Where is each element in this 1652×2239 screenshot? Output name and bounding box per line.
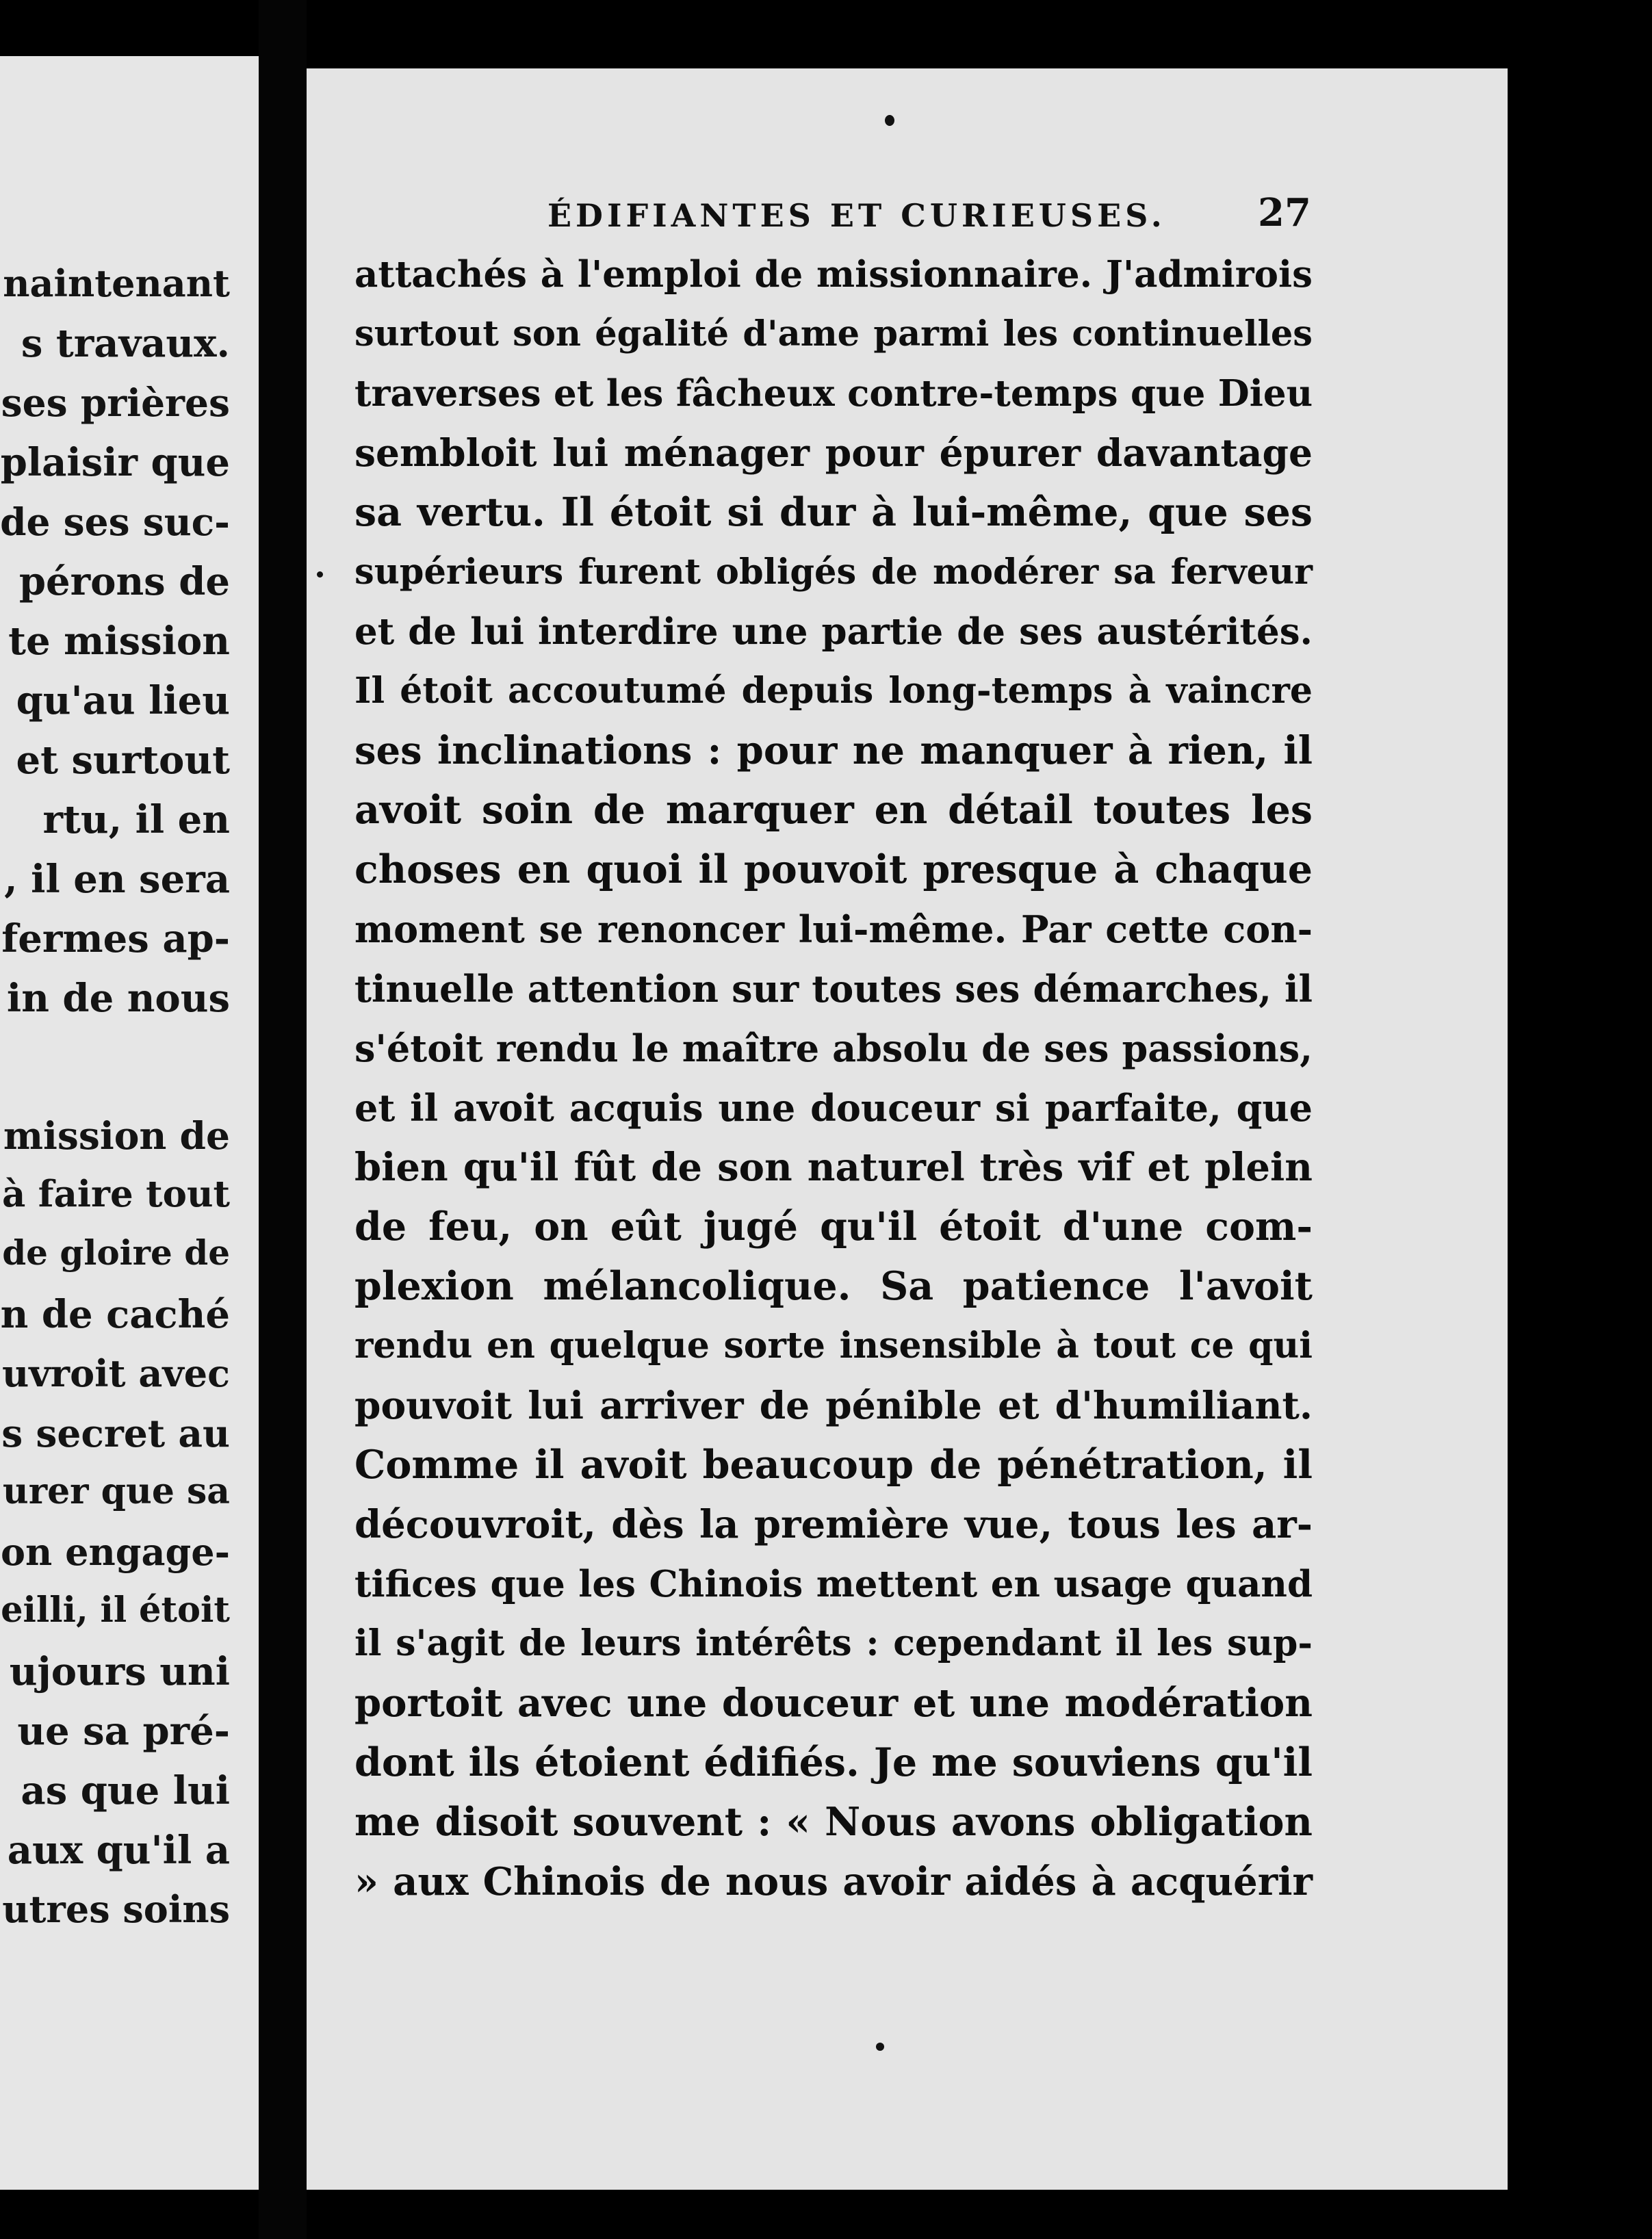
- running-head: [307, 190, 1508, 238]
- left-line: eilli, il étoit: [1, 1590, 230, 1631]
- text-line: il s'agit de leurs intérêts : cependant il les sup-: [354, 1622, 1313, 1664]
- text-line: s'étoit rendu le maître absolu de ses passions,: [354, 1026, 1313, 1070]
- text-line: et il avoit acquis une douceur si parfaite, que: [354, 1086, 1313, 1130]
- left-line: urer que sa: [2, 1471, 230, 1512]
- text-line: bien qu'il fût de son naturel très vif et plein: [354, 1145, 1313, 1190]
- ink-speck: [885, 115, 894, 126]
- left-line: in de nous: [6, 976, 230, 1021]
- left-line: uvroit avec: [2, 1351, 230, 1395]
- text-line: me disoit souvent : « Nous avons obligation: [354, 1799, 1313, 1845]
- left-line: as que lui: [21, 1768, 230, 1813]
- left-line: aux qu'il a: [7, 1828, 230, 1873]
- left-line: qu'au lieu: [16, 678, 230, 723]
- left-line: mission de: [3, 1113, 230, 1158]
- text-line: choses en quoi il pouvoit presque à chaque: [354, 846, 1313, 892]
- text-line: plexion mélancolique. Sa patience l'avoit: [354, 1263, 1313, 1309]
- text-line: Comme il avoit beaucoup de pénétration, il: [354, 1442, 1313, 1488]
- text-line: tinuelle attention sur toutes ses démarches, il: [354, 967, 1313, 1011]
- left-line: et surtout: [16, 738, 230, 783]
- text-line: sembloit lui ménager pour épurer davantage: [354, 430, 1313, 475]
- text-line: dont ils étoient édifiés. Je me souviens qu'il: [354, 1739, 1313, 1785]
- right-page: [307, 68, 1508, 2190]
- right-border: [1508, 68, 1652, 2190]
- text-line: supérieurs furent obligés de modérer sa ferveur: [354, 552, 1313, 593]
- left-line: s travaux.: [21, 321, 230, 366]
- ink-speck: [876, 2043, 884, 2051]
- text-line: attachés à l'emploi de missionnaire. J'admirois: [354, 253, 1313, 296]
- left-line: naintenant: [3, 261, 230, 305]
- text-line: pouvoit lui arriver de pénible et d'humiliant.: [354, 1383, 1313, 1427]
- left-line: ue sa pré-: [17, 1709, 230, 1754]
- left-line: s secret au: [1, 1411, 230, 1455]
- left-line: rtu, il en: [42, 797, 230, 842]
- text-line: traverses et les fâcheux contre-temps que Dieu: [354, 372, 1313, 415]
- left-line: de ses suc-: [0, 500, 230, 544]
- left-line: ujours uni: [9, 1649, 230, 1694]
- left-line: plaisir que: [0, 440, 230, 485]
- text-line: avoit soin de marquer en détail toutes les: [354, 787, 1313, 833]
- left-line: n de caché: [0, 1292, 230, 1337]
- ink-speck: [317, 571, 323, 578]
- left-line: pérons de: [18, 559, 230, 604]
- text-line: et de lui interdire une partie de ses austérités.: [354, 610, 1313, 653]
- text-line: ses inclinations : pour ne manquer à rien, il: [354, 728, 1313, 773]
- text-line: moment se renoncer lui-même. Par cette con-: [354, 907, 1313, 951]
- text-line: surtout son égalité d'ame parmi les continuelles: [354, 313, 1313, 354]
- left-line: fermes ap-: [1, 916, 230, 961]
- left-line: te mission: [8, 619, 230, 664]
- book-gutter: [259, 0, 307, 2239]
- text-line: » aux Chinois de nous avoir aidés à acquérir: [354, 1859, 1313, 1904]
- text-line: tifices que les Chinois mettent en usage quand: [354, 1563, 1313, 1605]
- running-head-title: ÉDIFIANTES ET CURIEUSES.: [547, 197, 1166, 234]
- page-number: 27: [1258, 190, 1311, 235]
- body-text: [354, 245, 1313, 1997]
- left-line: de gloire de: [2, 1232, 230, 1273]
- text-line: rendu en quelque sorte insensible à tout ce qui: [354, 1325, 1313, 1367]
- text-line: portoit avec une douceur et une modération: [354, 1681, 1313, 1726]
- left-line: à faire tout: [1, 1173, 230, 1215]
- left-line: on engage-: [1, 1530, 230, 1574]
- text-line: Il étoit accoutumé depuis long-temps à vaincre: [354, 670, 1313, 712]
- text-line: de feu, on eût jugé qu'il étoit d'une com-: [354, 1204, 1313, 1250]
- left-page-text: [0, 56, 259, 2190]
- text-line: sa vertu. Il étoit si dur à lui-même, que ses: [354, 489, 1313, 535]
- left-line: , il en sera: [4, 857, 230, 902]
- left-page-fragment: [0, 56, 259, 2190]
- text-line: découvroit, dès la première vue, tous les ar-: [354, 1502, 1313, 1547]
- left-line: utres soins: [2, 1887, 230, 1931]
- left-line: ses prières: [1, 380, 230, 425]
